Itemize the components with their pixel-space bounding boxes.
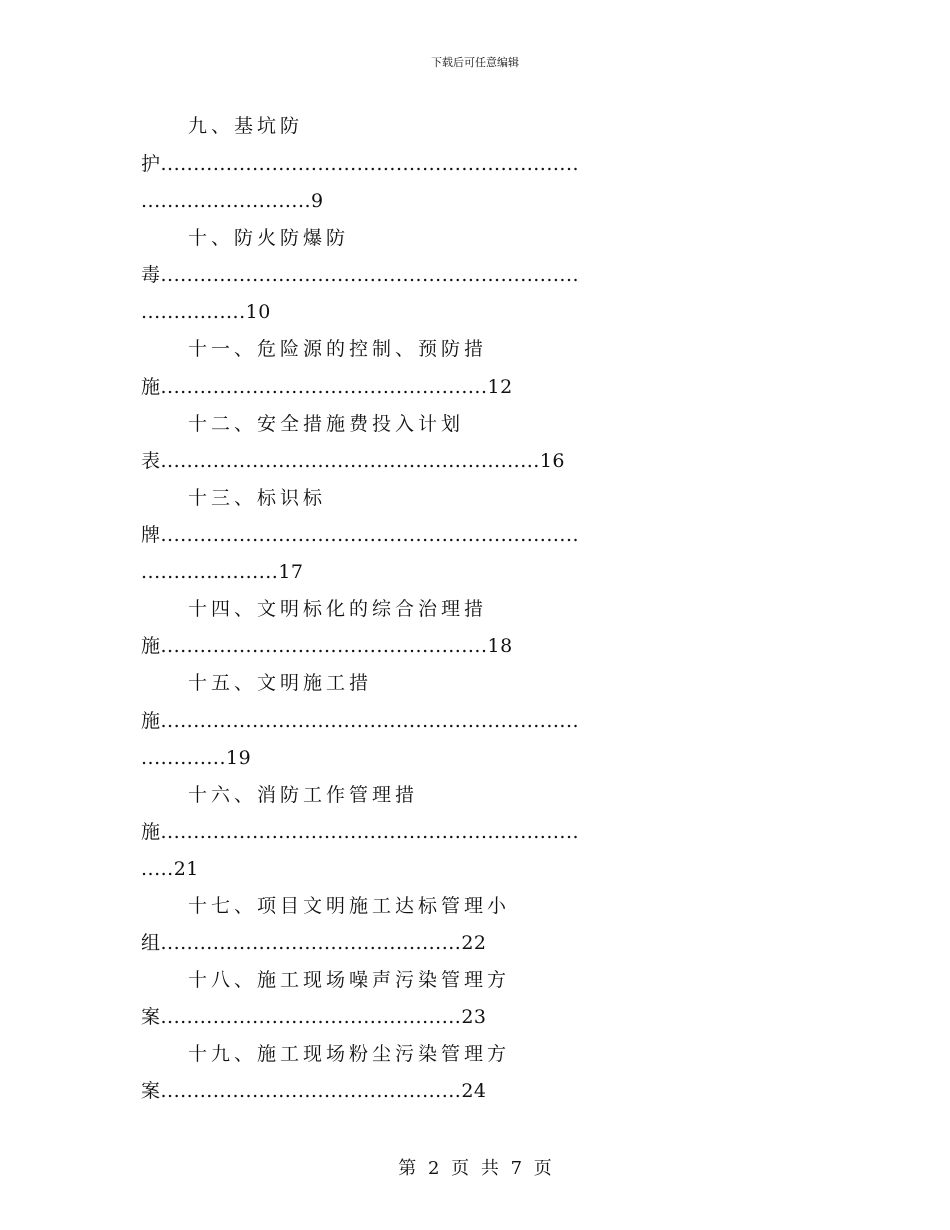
toc-page-number: 12 [487,376,513,398]
toc-entry-leader: 护................................................................ [141,153,580,175]
toc-entry-leader: 施................................................................ [141,821,580,843]
toc-entry-page-line: .............19 [141,747,252,769]
toc-entry-title: 十五、文明施工措 [188,672,373,694]
toc-entry-title: 十二、安全措施费投入计划 [188,413,465,435]
toc-entry-title: 十九、施工现场粉尘污染管理方 [188,1043,511,1065]
toc-entry-page-line: .....21 [141,858,199,880]
toc-entry-title: 十八、施工现场噪声污染管理方 [188,969,511,991]
toc-entry-title: 九、基坑防 [188,115,304,137]
toc-entry-title: 十七、项目文明施工达标管理小 [188,895,511,917]
toc-entry-page-line: ..........................9 [141,190,324,212]
toc-entry-leader: 毒................................................................ [141,264,580,286]
toc-entry-title: 十三、标识标 [188,487,327,509]
toc-page-number: 19 [226,747,252,769]
toc-entry-leader: 表..........................................................16 [141,450,565,472]
toc-entry-title: 十、防火防爆防 [188,227,350,249]
toc-page-number: 17 [278,561,304,583]
toc-page-number: 22 [461,932,487,954]
toc-entry-leader: 施..................................................12 [141,376,513,398]
toc-entry-title: 十六、消防工作管理措 [188,784,419,806]
toc-page-number: 10 [245,301,271,323]
toc-page-number: 24 [461,1080,487,1102]
toc-entry-title: 十一、危险源的控制、预防措 [188,338,488,360]
toc-entry-title: 十四、文明标化的综合治理措 [188,598,488,620]
toc-entry-leader: 案..............................................24 [141,1080,487,1102]
toc-entry-page-line: ................10 [141,301,271,323]
toc-entry-leader: 案..............................................23 [141,1006,487,1028]
toc-entry-leader: 施................................................................ [141,710,580,732]
toc-entry-page-line: .....................17 [141,561,304,583]
toc-page-number: 16 [539,450,565,472]
toc-entry-leader: 施..................................................18 [141,635,513,657]
toc-entry-leader: 组..............................................22 [141,932,487,954]
toc-page-number: 9 [311,190,324,212]
page-footer: 第 2 页 共 7 页 [398,1158,552,1179]
page-header: 下载后可任意编辑 [431,56,519,69]
toc-page-number: 21 [173,858,199,880]
toc-entry-leader: 牌................................................................ [141,524,580,546]
toc-page-number: 23 [461,1006,487,1028]
toc-page-number: 18 [487,635,513,657]
